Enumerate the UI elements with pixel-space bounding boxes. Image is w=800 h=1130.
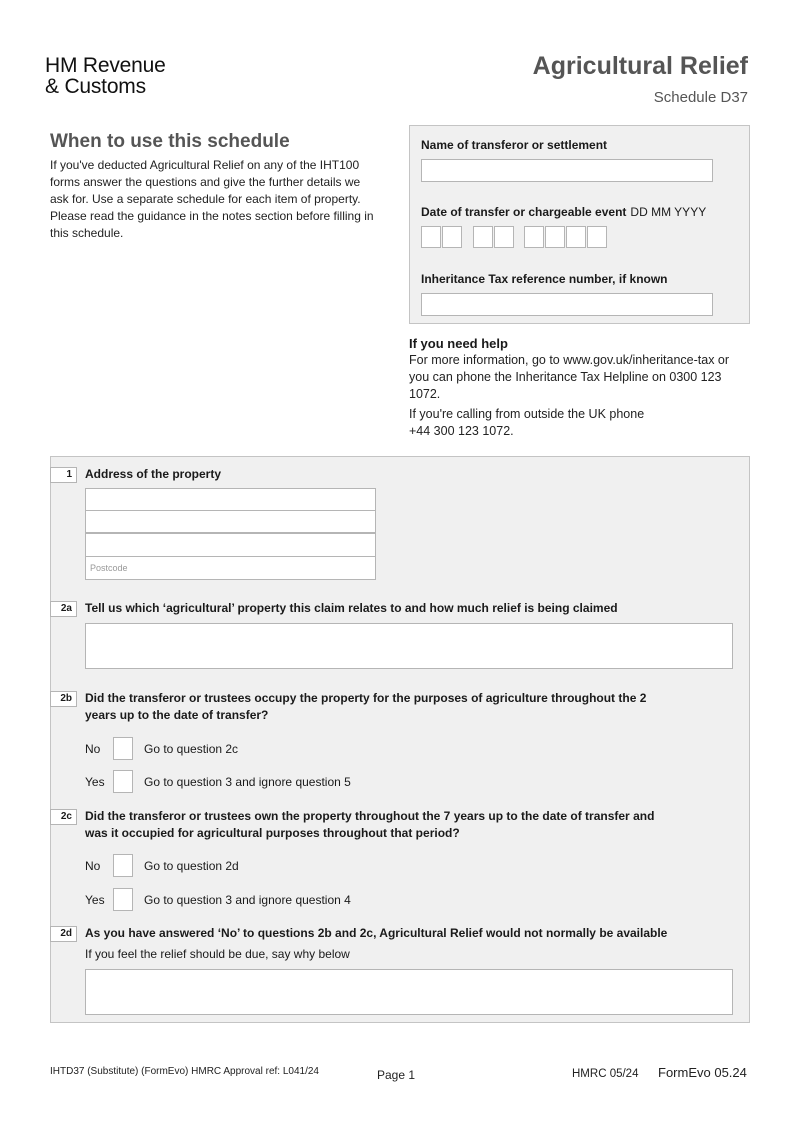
date-month-digit-2[interactable] [494,226,514,248]
q2c-yes-label: Yes [85,893,105,907]
help-text-2: If you're calling from outside the UK phone +44 300 123 1072. [409,407,645,438]
question-number-2c: 2c [50,809,77,825]
question-2b-text: Did the transferor or trustees occupy the property for the purposes of agriculture throughout the 2 years up to the date of transfer? [85,691,647,722]
q2b-no-label: No [85,742,101,756]
date-day-digit-2[interactable] [442,226,462,248]
q2b-yes-label: Yes [85,775,105,789]
postcode-placeholder: Postcode [90,563,128,573]
page-number: Page 1 [377,1068,416,1082]
q2c-no-checkbox[interactable] [113,854,133,877]
q2b-no-checkbox[interactable] [113,737,133,760]
transfer-date-label [421,205,706,219]
q2c-no-label: No [85,859,101,873]
q2c-yes-goto: Go to question 3 and ignore question 4 [144,893,351,907]
question-number-2a: 2a [50,601,77,617]
question-2d-text: As you have answered ‘No’ to questions 2b and 2c, Agricultural Relief would not normally be available [85,926,668,940]
postcode-field[interactable] [85,556,376,580]
date-year-digit-1[interactable] [524,226,544,248]
q2b-yes-goto: Go to question 3 and ignore question 5 [144,775,351,789]
question-2c-text: Did the transferor or trustees own the property throughout the 7 years up to the date of transfer and was it occupied for agricultural purposes throughout that period? [85,809,655,840]
intro-heading: When to use this schedule [50,131,290,152]
question-number-2d: 2d [50,926,77,942]
help-heading: If you need help [409,336,508,351]
q2c-no-goto: Go to question 2d [144,859,239,873]
intro-text: If you've deducted Agricultural Relief on any of the IHT100 forms answer the questions and give the further details we ask for. Use a separate schedule for each item of property. Please read the guidance in the notes section before filling in this schedule. [50,158,374,240]
transferor-name-field[interactable] [421,159,713,182]
formevo-version: FormEvo 05.24 [658,1065,747,1080]
address-line-3[interactable] [85,533,376,557]
transferor-name-label: Name of transferor or settlement [421,138,608,152]
question-1-text: Address of the property [85,467,222,481]
property-relief-field[interactable] [85,623,733,669]
logo-line-1: HM Revenue [45,54,166,77]
relief-reason-field[interactable] [85,969,733,1015]
logo-line-2: & Customs [45,75,146,98]
form-subtitle: Schedule D37 [653,89,748,106]
address-line-1[interactable] [85,488,376,511]
date-year-digit-2[interactable] [545,226,565,248]
iht-reference-field[interactable] [421,293,713,316]
footer-form-ref: IHTD37 (Substitute) (FormEvo) HMRC Approval ref: L041/24 [50,1066,319,1077]
q2c-yes-checkbox[interactable] [113,888,133,911]
question-2a-text: Tell us which ‘agricultural’ property this claim relates to and how much relief is being claimed [85,601,618,615]
transfer-date-label-text: Date of transfer or chargeable event [421,205,627,219]
question-number-1: 1 [50,467,77,483]
date-month-digit-1[interactable] [473,226,493,248]
date-year-digit-3[interactable] [566,226,586,248]
date-format-hint: DD MM YYYY [630,205,707,219]
form-title: Agricultural Relief [532,52,748,80]
q2b-yes-checkbox[interactable] [113,770,133,793]
question-number-2b: 2b [50,691,77,707]
date-year-digit-4[interactable] [587,226,607,248]
hmrc-version: HMRC 05/24 [572,1068,639,1080]
hmrc-logo [45,55,166,97]
date-day-digit-1[interactable] [421,226,441,248]
address-line-2[interactable] [85,510,376,533]
q2b-no-goto: Go to question 2c [144,742,239,756]
question-2d-subtext: If you feel the relief should be due, say why below [85,947,350,961]
help-text-1: For more information, go to www.gov.uk/inheritance-tax or you can phone the Inheritance Tax Helpline on 0300 123 1072. [409,353,730,401]
iht-reference-label: Inheritance Tax reference number, if known [421,272,668,286]
